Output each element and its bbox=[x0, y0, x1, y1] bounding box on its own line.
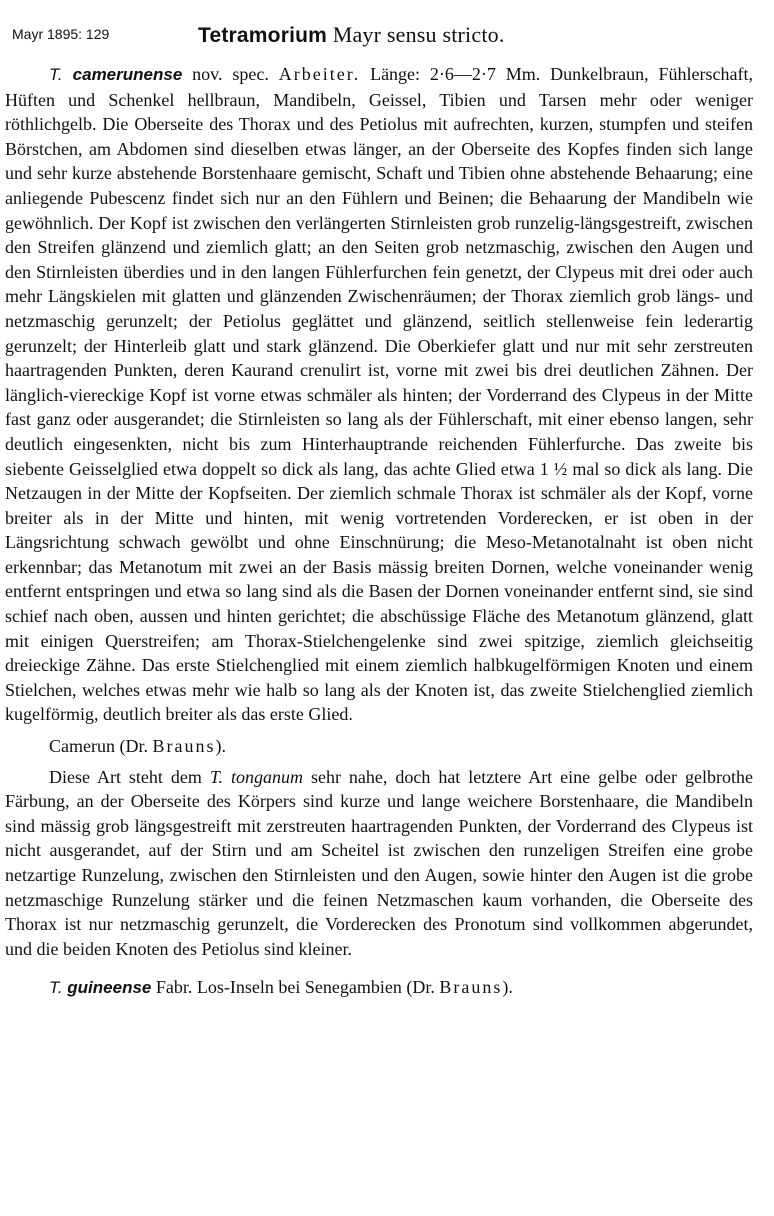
remark-part2: sehr nahe, doch hat letztere Art eine gelbe oder gelbrothe Färbung, an der Oberseite des Körpers sind kurze und lange weichere Borstenhaare, die Mandibeln sind mässig grob längsgestreift mit zerstreuten haartragenden Punkten, der Vorderrand des Clypeus ist nicht ausgerandet, auf der Stirn und am Scheitel ist zwischen den runzeligen Streifen eine grobe netzartige Runzelung, zwischen den Stirnleisten und den Augen, sowie hinter den Augen ist die grobe netzmaschige Runzelung stärker und die feinen Netzmaschen kaum vorhanden, die Oberseite des Thorax ist nur netzmaschig gerunzelt, die Vorderecken des Pronotum sind vollkommen abgerundet, und die beiden Knoten des Petiolus sind kleiner. bbox=[5, 766, 753, 959]
species-genus-abbr: T. bbox=[49, 65, 63, 84]
comparison-paragraph bbox=[5, 765, 753, 962]
species-description-paragraph bbox=[5, 62, 753, 727]
species-status: nov. spec. bbox=[182, 64, 279, 84]
locality-line bbox=[5, 734, 753, 759]
species2-locality: Los-Inseln bei Senegambien (Dr. bbox=[196, 977, 440, 998]
species2-genus-abbr: T. bbox=[49, 978, 63, 998]
collector-name: Brauns bbox=[152, 736, 216, 757]
body-text bbox=[5, 62, 753, 1001]
species-name bbox=[49, 65, 182, 84]
second-species-entry bbox=[5, 975, 753, 1001]
title-genus: Tetramorium bbox=[198, 24, 327, 47]
species2-collector: Brauns bbox=[439, 977, 503, 998]
locality-place: Camerun (Dr. bbox=[49, 736, 153, 757]
remark-part1: Diese Art steht dem bbox=[49, 766, 210, 787]
caste-label: Arbeiter. bbox=[278, 64, 361, 84]
page-header bbox=[0, 22, 774, 54]
title-rest: Mayr sensu stricto. bbox=[327, 22, 505, 47]
compared-species-name: T. tonganum bbox=[209, 766, 303, 787]
species-epithet: camerunense bbox=[72, 65, 183, 84]
source-citation: Mayr 1895: 129 bbox=[12, 26, 110, 42]
species2-name bbox=[49, 978, 151, 997]
species2-epithet: guineense bbox=[67, 978, 152, 998]
section-title bbox=[198, 22, 505, 48]
description-text: Länge: 2·6—2·7 Mm. Dunkelbraun, Fühlerschaft, Hüften und Schenkel hellbraun, Mandibeln, Geissel, Tibien und Tarsen mehr oder weniger röthlichgelb. Die Oberseite des Thorax und des Petiolus mit aufrechten, kurzen, stumpfen und steifen Börstchen, am Abdomen sind dieselben etwas länger, an der Oberseite des Kopfes finden sich lange und sehr kurze abstehende Borstenhaare gemischt, Schaft und Tibien ohne abstehende Behaarung; eine anliegende Pubescenz findet sich nur an den Fühlern und Beinen; die Behaarung der Mandibeln wie gewöhnlich. Der Kopf ist zwischen den verlängerten Stirnleisten grob runzelig-längsgestreift, zwischen den Streifen glänzend und ziemlich glatt; an den Seiten grob netzmaschig, zwischen den Augen und den Stirnleisten überdies und in den langen Fühlerfurchen fein genetzt, der Clypeus mit drei oder auch mehr Längskielen mit glatten und glänzenden Zwischenräumen; der Thorax ziemlich grob längs- und netzmaschig gerunzelt; der Petiolus geglättet und glänzend, seitlich stellenweise fein lederartig gerunzelt; der Hinterleib glatt und stark glänzend. Die Oberkiefer glatt und nur mit sehr zerstreuten haartragenden Punkten, deren Kaurand crenulirt ist, vorne mit zwei bis drei deutlichen Zähnen. Der länglich-viereckige Kopf ist vorne etwas schmäler als hinten; der Vorderrand des Clypeus in der Mitte fast ganz oder ausgerandet; die Stirnleisten so lang als der Fühlerschaft, mit einer ebenso langen, sehr deutlich eingesenkten, nicht bis zum Hinterhauptrande reichenden Fühlerfurche. Das zweite bis siebente Geisselglied etwa doppelt so dick als lang, das achte Glied etwa 1 ½ mal so dick als lang. Die Netzaugen in der Mitte der Kopfseiten. Der ziemlich schmale Thorax ist schmäler als der Kopf, vorne breiter als in der Mitte und hinten, mit wenig vortretenden Vorderecken, er ist oben in der Längsrichtung schwach gewölbt und ohne Einschnürung; die Meso-Metanotalnaht ist oben nicht erkennbar; das Metanotum mit zwei an der Basis mässig breiten Dornen, welche voneinander wenig entfernt entspringen und etwa so lang sind als die Basen der Dornen voneinander entfernt sind, sie sind schief nach oben, aussen und hinten gerichtet; die abschüssige Fläche des Metanotum glänzend, glatt mit einigen Querstreifen; am Thorax-Stielchengelenke sind zwei spitzige, ziemlich gleichseitig dreieckige Zähne. Das erste Stielchenglied mit einem ziemlich halbkugelförmigen Knoten und einem Stielchen, welches etwas mehr wie halb so lang als der Knoten ist, das zweite Stielchenglied ziemlich kugelförmig, deutlich breiter als das erste Glied. bbox=[5, 64, 753, 725]
locality-end: ). bbox=[215, 736, 226, 757]
species2-authority: Fabr. bbox=[151, 977, 197, 998]
species2-locality-end: ). bbox=[502, 977, 513, 998]
